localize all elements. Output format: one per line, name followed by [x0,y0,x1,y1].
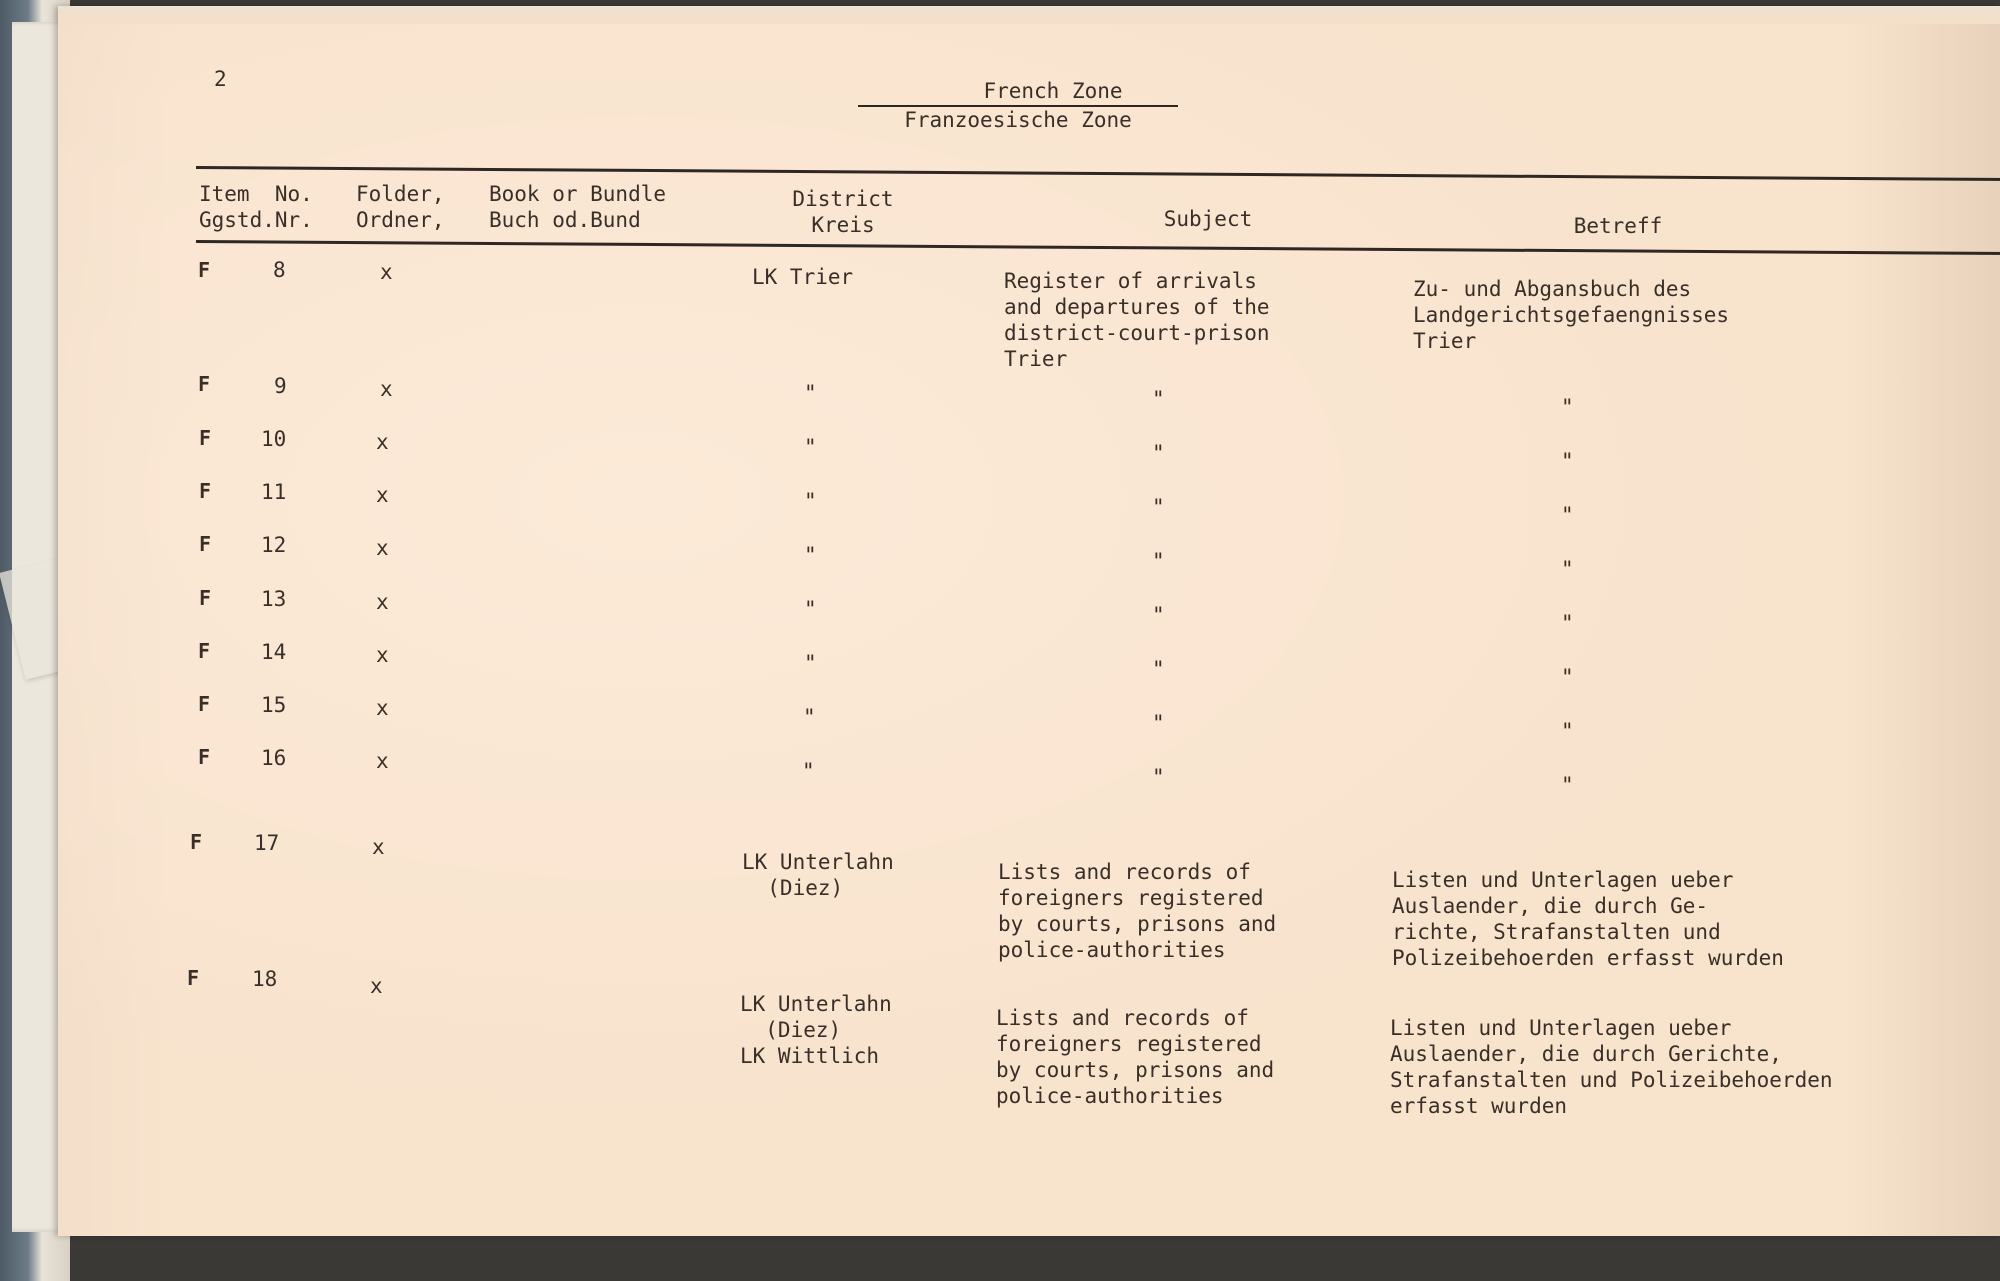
row-item-number: 11 [261,480,287,504]
row-item-letter: F [198,639,211,663]
row-subject-ditto: " [1152,603,1165,627]
row-district-ditto: " [804,381,817,405]
row-item-number: 18 [252,967,278,991]
row-item-letter: F [199,426,212,450]
row-item-number: 17 [254,831,280,855]
page-top-edge [58,6,2000,24]
row-district-ditto: " [803,705,816,729]
row-betreff-ditto: " [1561,611,1574,635]
row-item-letter: F [198,372,211,396]
row-subject-ditto: " [1152,549,1165,573]
page-number: 2 [214,67,227,91]
row-folder-mark: x [380,260,393,284]
row-betreff: Zu- und Abgansbuch des Landgerichtsgefaengnisses Trier [1413,277,1730,353]
row-district-ditto: " [804,651,817,675]
row-folder-mark: x [376,749,389,773]
row-folder-mark: x [376,590,389,614]
row-betreff-ditto: " [1561,395,1574,419]
header-district-de: Kreis [811,213,875,237]
row-item-letter: F [199,532,212,556]
row-item-letter: F [199,586,212,610]
header-book-de: Buch od.Bund [489,208,641,232]
row-item-number: 8 [273,258,286,282]
row-folder-mark: x [376,696,389,720]
row-betreff-ditto: " [1561,665,1574,689]
row-subject-ditto: " [1152,657,1165,681]
row-folder-mark: x [376,643,389,667]
row-item-letter: F [187,966,200,990]
row-betreff: Listen und Unterlagen ueber Auslaender, die durch Ge- richte, Strafanstalten und Polizeibehoerden erfasst wurden [1392,868,1784,970]
row-betreff-ditto: " [1561,557,1574,581]
row-district: LK Unterlahn (Diez) [742,850,894,900]
row-district-ditto: " [804,597,817,621]
header-item-no: Item No. [199,182,313,206]
row-folder-mark: x [372,835,385,859]
row-subject: Lists and records of foreigners registered by courts, prisons and police-authorities [996,1006,1275,1108]
header-folder-de: Ordner, [356,208,445,232]
row-item-number: 13 [261,587,287,611]
header-item-no-de: Ggstd.Nr. [199,208,313,232]
row-betreff-ditto: " [1561,449,1574,473]
header-district: District [792,187,894,211]
row-district: LK Trier [752,265,854,289]
row-folder-mark: x [376,430,389,454]
row-district-ditto: " [804,489,817,513]
document-page [58,6,2000,1236]
row-subject-ditto: " [1152,495,1165,519]
row-betreff: Listen und Unterlagen ueber Auslaender, die durch Gerichte, Strafanstalten und Polizeibehoerden erfasst wurden [1390,1016,1833,1118]
row-item-number: 10 [261,427,287,451]
header-book: Book or Bundle [489,182,667,206]
row-folder-mark: x [376,483,389,507]
row-item-number: 14 [261,640,287,664]
row-folder-mark: x [376,536,389,560]
row-folder-mark: x [380,377,393,401]
header-top-rule [196,166,2000,181]
row-item-letter: F [199,479,212,503]
row-subject-ditto: " [1152,441,1165,465]
row-item-letter: F [190,830,203,854]
row-item-letter: F [198,258,211,282]
title-german: Franzoesische Zone [904,108,1132,132]
row-district-ditto: " [804,543,817,567]
row-district-ditto: " [804,435,817,459]
row-subject-ditto: " [1152,387,1165,411]
row-subject-ditto: " [1152,711,1165,735]
row-subject-ditto: " [1152,765,1165,789]
row-item-number: 12 [261,533,287,557]
row-item-number: 16 [261,746,287,770]
row-district: LK Unterlahn (Diez) LK Wittlich [740,992,892,1068]
header-subject: Subject [1163,207,1253,231]
header-bottom-rule [196,240,2000,255]
row-district-ditto: " [802,759,815,783]
header-betreff: Betreff [1573,214,1663,238]
row-subject: Lists and records of foreigners registered by courts, prisons and police-authorities [998,860,1277,962]
header-folder: Folder, [356,182,445,206]
row-subject: Register of arrivals and departures of the district-court-prison Trier [1004,269,1270,371]
row-betreff-ditto: " [1561,773,1574,797]
row-item-letter: F [198,745,211,769]
row-item-letter: F [198,692,211,716]
row-item-number: 9 [274,374,287,398]
row-item-number: 15 [261,693,287,717]
title-english: French Zone [983,79,1123,103]
row-betreff-ditto: " [1561,719,1574,743]
row-betreff-ditto: " [1561,503,1574,527]
row-folder-mark: x [370,974,383,998]
